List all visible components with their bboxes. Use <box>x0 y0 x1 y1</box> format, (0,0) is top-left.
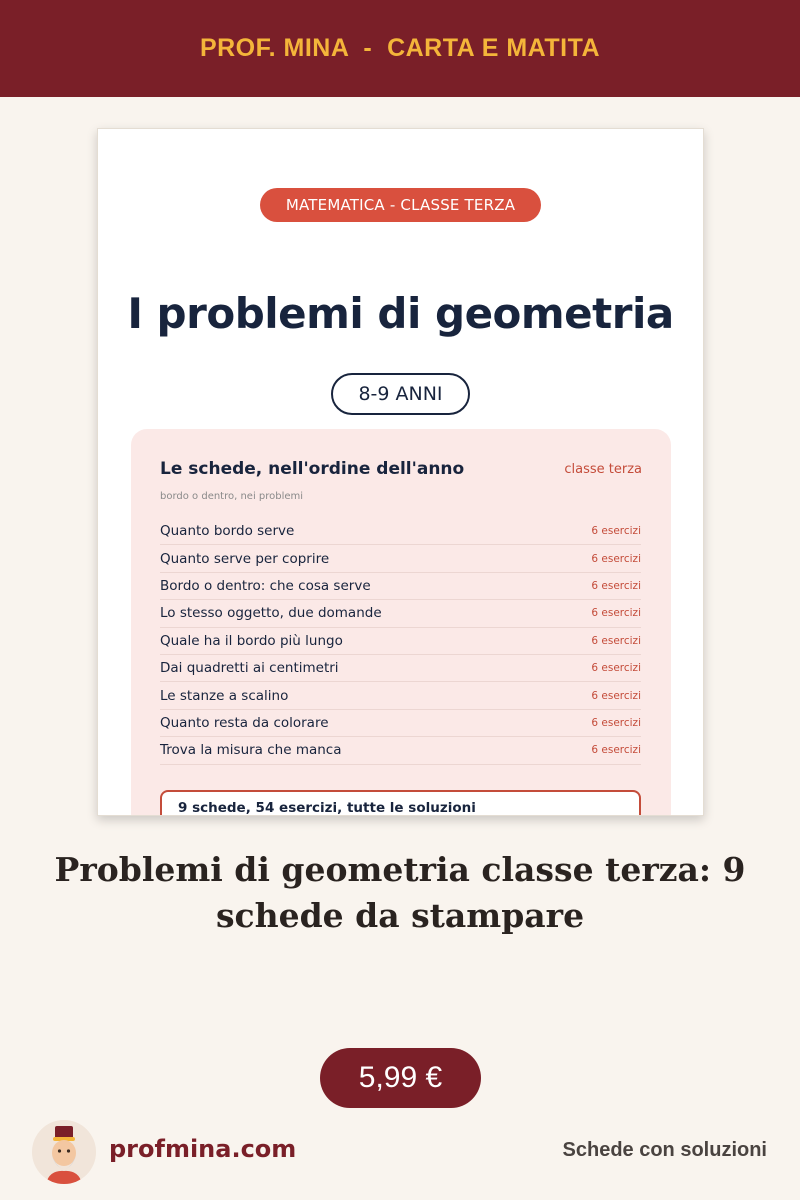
product-title[interactable]: Problemi di geometria classe terza: 9 schede da stampare <box>54 850 746 935</box>
list-item-count: 6 esercizi <box>591 579 641 592</box>
list-item-title: Quanto resta da colorare <box>160 714 329 731</box>
age-badge: 8-9 ANNI <box>331 373 470 415</box>
list-item <box>160 710 641 737</box>
list-item-count: 6 esercizi <box>591 744 641 757</box>
list-item-count: 6 esercizi <box>591 552 641 565</box>
list-item-count: 6 esercizi <box>591 525 641 538</box>
panel-tag: classe terza <box>564 462 642 477</box>
worksheet-list <box>160 518 641 765</box>
panel-subheading: bordo o dentro, nei problemi <box>160 491 304 502</box>
price-button[interactable]: 5,99 € <box>320 1048 481 1108</box>
footer-note: Schede con soluzioni <box>562 1139 767 1161</box>
list-item <box>160 655 641 682</box>
list-item <box>160 600 641 627</box>
preview-title: I problemi di geometria <box>127 289 674 338</box>
teacher-avatar-icon <box>32 1120 96 1184</box>
list-item-count: 6 esercizi <box>591 607 641 620</box>
list-item-title: Le stanze a scalino <box>160 687 289 704</box>
panel-heading: Le schede, nell'ordine dell'anno <box>160 459 465 479</box>
list-item-title: Dai quadretti ai centimetri <box>160 660 339 677</box>
list-item-title: Lo stesso oggetto, due domande <box>160 605 382 622</box>
list-item <box>160 737 641 764</box>
worksheet-list-panel <box>131 429 671 816</box>
list-item <box>160 573 641 600</box>
list-item-count: 6 esercizi <box>591 634 641 647</box>
list-item-title: Quale ha il bordo più lungo <box>160 632 343 649</box>
list-item-count: 6 esercizi <box>591 716 641 729</box>
product-preview-card[interactable] <box>97 128 704 816</box>
summary-box <box>160 790 641 816</box>
site-link[interactable]: profmina.com <box>109 1135 297 1163</box>
list-item <box>160 545 641 572</box>
list-item-count: 6 esercizi <box>591 689 641 702</box>
list-item <box>160 682 641 709</box>
list-item-title: Quanto serve per coprire <box>160 550 330 567</box>
list-item-title: Trova la misura che manca <box>160 742 342 759</box>
list-item-count: 6 esercizi <box>591 662 641 675</box>
list-item-title: Quanto bordo serve <box>160 523 295 540</box>
list-item-title: Bordo o dentro: che cosa serve <box>160 577 371 594</box>
banner-text: PROF. MINA - CARTA E MATITA <box>199 34 601 62</box>
summary-text: 9 schede, 54 esercizi, tutte le soluzioni <box>178 800 476 816</box>
list-item <box>160 628 641 655</box>
top-banner <box>0 0 800 97</box>
list-item <box>160 518 641 545</box>
subject-badge: MATEMATICA - CLASSE TERZA <box>260 188 541 222</box>
